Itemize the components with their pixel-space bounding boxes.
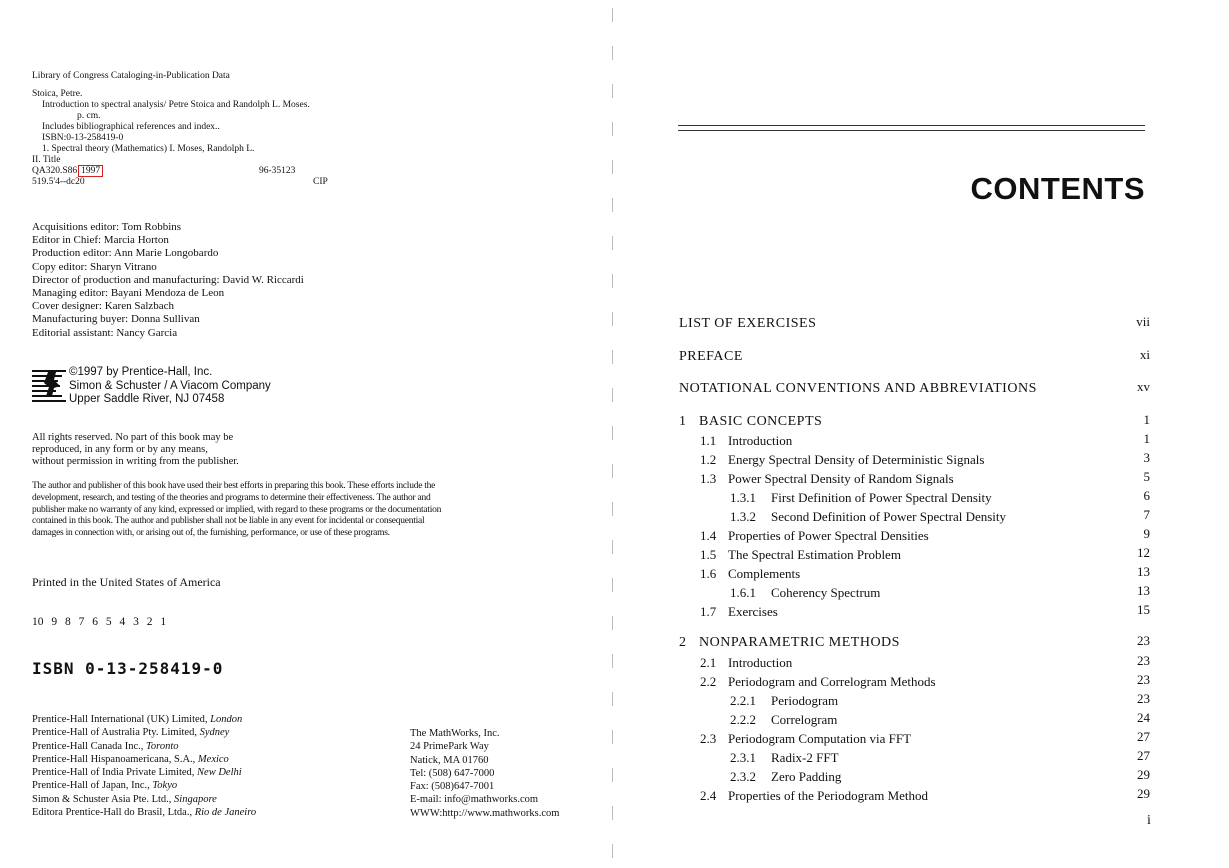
toc-title: Periodogram Computation via FFT [728,731,912,746]
toc-title: Properties of the Periodogram Method [728,788,929,803]
toc-front-matter [679,316,1150,334]
toc-entry [679,655,1150,673]
toc-number: 1.1 [700,433,717,448]
toc-title: Zero Padding [771,769,842,784]
mathworks-line: The MathWorks, Inc. [410,728,500,739]
cip-line: ISBN:0-13-258419-0 [42,133,124,143]
toc-number: 1.5 [700,547,717,562]
toc-page: 24 [1137,710,1150,725]
mathworks-line: E-mail: info@mathworks.com [410,794,539,806]
toc-entry [679,585,1150,603]
toc-number: 1 [679,414,687,429]
toc-front-matter [679,349,1150,367]
toc-chapter [679,414,1150,432]
toc-number: 2 [679,635,687,650]
publisher-line: Simon & Schuster / A Viacom Company [69,379,271,392]
cip-tag: CIP [313,177,328,187]
toc-page: 29 [1137,767,1150,782]
mathworks-line: Natick, MA 01760 [410,754,489,766]
toc-entry [679,547,1150,565]
disclaimer-line: development, research, and testing of the theories and programs to determine their effectiveness. The author and [32,492,431,503]
toc-page: 1 [1143,412,1150,427]
intl-publisher: Prentice-Hall Hispanoamericana, S.A., Mexico [32,753,229,765]
toc-entry [679,490,1150,508]
toc-title: PREFACE [679,349,743,364]
mathworks-line: Fax: (508)647-7001 [410,781,495,793]
cip-line: Introduction to spectral analysis/ Petre Stoica and Randolph L. Moses. [42,100,310,110]
toc-number: 2.2.2 [730,712,756,727]
toc-number: 2.3.2 [730,769,756,784]
toc-title: Introduction [728,433,793,448]
toc-title: Complements [728,566,801,581]
toc-title: Introduction [728,655,793,670]
toc-entry [679,604,1150,622]
toc-title: The Spectral Estimation Problem [728,547,901,562]
toc-number: 2.4 [700,788,717,803]
toc-page: 13 [1137,583,1150,598]
intl-publisher: Prentice-Hall of Australia Pty. Limited, Sydney [32,727,230,739]
toc-title: Properties of Power Spectral Densities [728,528,929,543]
cip-line: II. Title [32,155,61,165]
toc-page: 12 [1137,545,1150,560]
toc-title: Coherency Spectrum [771,585,881,600]
toc-title: Exercises [728,604,778,619]
disclaimer-line: contained in this book. The author and publisher shall not be liable in any event for incidental or consequential [32,516,425,527]
mathworks-block [410,727,559,820]
toc-entry [679,452,1150,470]
toc-number: 1.3 [700,471,717,486]
call-year-highlight: 1997 [78,165,103,177]
toc-page: 23 [1137,691,1150,706]
intl-publisher: Prentice-Hall International (UK) Limited, London [32,714,243,725]
toc-number: 1.3.2 [730,509,756,524]
toc-title: Correlogram [771,712,838,727]
staff-credits [32,221,304,340]
staff-line: Editor in Chief: Marcia Horton [32,234,169,247]
page-number: i [1147,813,1151,828]
publisher-line: Upper Saddle River, NJ 07458 [69,393,225,405]
rights-block [32,432,239,469]
cip-line: Includes bibliographical references and index.. [42,122,220,132]
toc-page: 23 [1137,633,1150,648]
publisher-line: ©1997 by Prentice-Hall, Inc. [69,366,213,378]
top-rule [678,130,1145,131]
intl-publisher: Prentice-Hall Canada Inc., Toronto [32,740,179,752]
toc-chapter [679,635,1150,653]
toc-entry [679,433,1150,451]
toc-title: Periodogram and Correlogram Methods [728,674,936,689]
disclaimer-block [32,481,441,540]
toc-front-matter [679,381,1150,399]
toc-entry [679,509,1150,527]
toc-title: Second Definition of Power Spectral Density [771,509,1007,524]
toc-entry [679,769,1150,787]
staff-line: Acquisitions editor: Tom Robbins [32,221,182,233]
toc-entry [679,731,1150,749]
cip-line: Stoica, Petre. [32,89,83,99]
toc-number: 1.6.1 [730,585,756,600]
toc-number: 2.3 [700,731,717,746]
toc-number: 1.4 [700,528,717,543]
toc-number: 2.3.1 [730,750,756,765]
toc-title: Periodogram [771,693,839,708]
mathworks-line: Tel: (508) 647-7000 [410,767,495,779]
toc-title: Power Spectral Density of Random Signals [728,471,954,486]
staff-line: Production editor: Ann Marie Longobardo [32,247,219,260]
toc-page: 3 [1143,450,1150,465]
toc-number: 2.1 [700,655,717,670]
toc-page: 1 [1143,431,1150,446]
toc-page: 23 [1137,672,1150,687]
toc-title: NOTATIONAL CONVENTIONS AND ABBREVIATIONS [679,381,1037,396]
disclaimer-line: The author and publisher of this book have used their best efforts in preparing this book. These efforts include the [32,481,436,491]
toc-page: 9 [1143,526,1150,541]
toc-page: 29 [1137,786,1150,801]
dewey: 519.5'4--dc20 [32,177,85,187]
intl-publishers [32,713,256,819]
toc-entry [679,750,1150,768]
print-line: 10 9 8 7 6 5 4 3 2 1 [32,616,167,628]
rights-line: reproduced, in any form or by any means, [32,444,208,456]
toc-title: BASIC CONCEPTS [699,414,823,429]
mathworks-line: 24 PrimePark Way [410,741,489,753]
toc-number: 2.2 [700,674,717,689]
call-number: QA320.S86 [32,166,78,176]
intl-publisher: Simon & Schuster Asia Pte. Ltd., Singapore [32,793,217,805]
toc-page: xv [1137,379,1150,394]
lccn: 96-35123 [259,166,296,176]
toc-entry [679,693,1150,711]
rights-line: without permission in writing from the publisher. [32,456,239,468]
mathworks-line: WWW:http://www.mathworks.com [410,807,560,819]
rights-line: All rights reserved. No part of this book may be [32,432,234,443]
toc-number: 1.3.1 [730,490,756,505]
toc-entry [679,712,1150,730]
staff-line: Editorial assistant: Nancy Garcia [32,326,178,339]
toc-entry [679,566,1150,584]
toc-number: 2.2.1 [730,693,756,708]
isbn-barcode-text: ISBN 0-13-258419-0 [32,659,224,678]
toc-page: xi [1139,347,1150,362]
toc-number: 1.2 [700,452,717,467]
staff-line: Copy editor: Sharyn Vitrano [32,260,157,273]
toc-entry [679,528,1150,546]
toc-page: 27 [1137,729,1150,744]
staff-line: Cover designer: Karen Salzbach [32,300,175,313]
printed-in: Printed in the United States of America [32,575,221,589]
intl-publisher: Prentice-Hall of India Private Limited, New Delhi [32,767,242,779]
toc-entry [679,471,1150,489]
publisher-block [69,366,271,407]
cip-title: Library of Congress Cataloging-in-Publication Data [32,71,230,81]
contents-heading: CONTENTS [970,171,1145,206]
staff-line: Manufacturing buyer: Donna Sullivan [32,313,200,326]
toc-title: First Definition of Power Spectral Density [771,490,992,505]
toc-page: vii [1136,314,1150,329]
cip-line: 1. Spectral theory (Mathematics) I. Moses, Randolph L. [42,144,255,154]
toc-entry [679,674,1150,692]
disclaimer-line: damages in connection with, or arising out of, the furnishing, performance, or use of these programs. [32,528,390,539]
toc-title: NONPARAMETRIC METHODS [699,635,900,650]
toc-page: 15 [1137,602,1150,617]
cip-line: p. cm. [77,111,101,121]
intl-publisher: Editora Prentice-Hall do Brasil, Ltda., Rio de Janeiro [32,807,257,819]
staff-line: Managing editor: Bayani Mendoza de Leon [32,287,225,300]
toc-title: Radix-2 FFT [771,750,839,765]
top-rule [678,125,1145,126]
toc-page: 6 [1143,488,1150,503]
toc-number: 1.6 [700,566,717,581]
disclaimer-line: publisher make no warranty of any kind, expressed or implied, with regard to these programs or the documentation [32,504,442,515]
toc-page: 13 [1137,564,1150,579]
toc-title: LIST OF EXERCISES [679,316,817,331]
toc-page: 27 [1137,748,1150,763]
toc-page: 7 [1143,507,1150,522]
toc-title: Energy Spectral Density of Deterministic Signals [728,452,985,467]
toc-entry [679,788,1150,806]
toc-number: 1.7 [700,604,717,619]
intl-publisher: Prentice-Hall of Japan, Inc., Tokyo [32,780,178,792]
toc-page: 23 [1137,653,1150,668]
toc-page: 5 [1143,469,1150,484]
staff-line: Director of production and manufacturing: David W. Riccardi [32,273,304,286]
prentice-hall-logo-icon [32,368,68,404]
page-gutter [612,8,613,858]
